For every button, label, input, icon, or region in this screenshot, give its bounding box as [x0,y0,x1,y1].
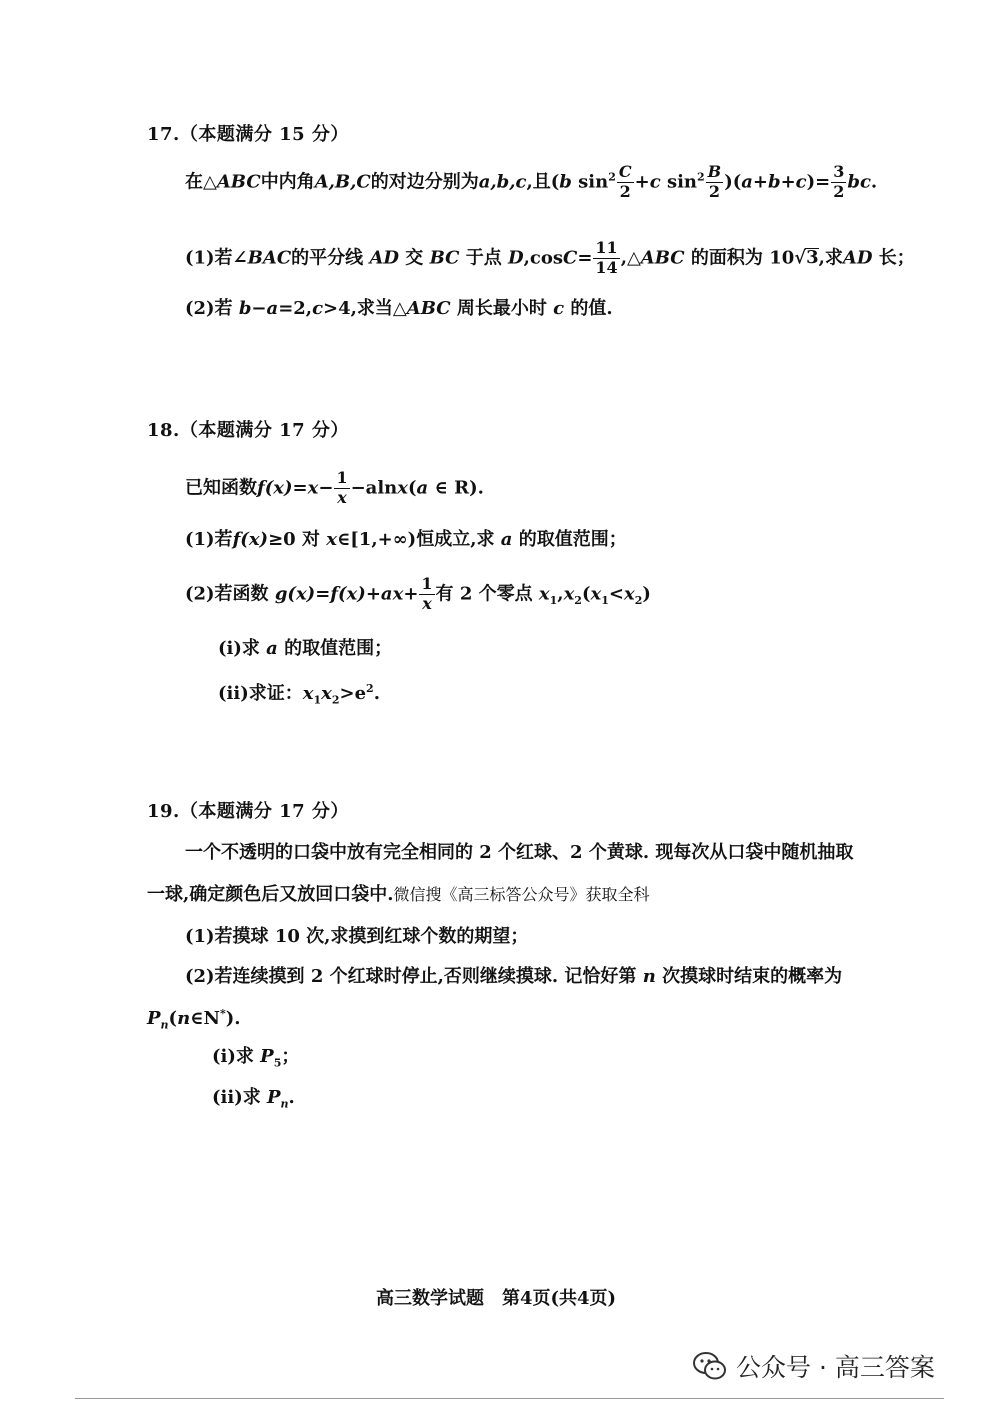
q19-part1: (1)若摸球 10 次,求摸到红球个数的期望； [185,926,529,947]
q17-part1: (1)若∠BAC的平分线 AD 交 BC 于点 D,cosC= $\frac{11}{14}$ ,△ABC 的面积为 10√3,求AD 长； [185,238,915,277]
wechat-icon [692,1351,728,1381]
q19-stem-line1: 一个不透明的口袋中放有完全相同的 2 个红球、2 个黄球. 现每次从口袋中随机抽取 [185,842,854,863]
q19-part2: (2)若连续摸到 2 个红球时停止,否则继续摸球. 记恰好第 n 次摸球时结束的概率为 [185,966,843,987]
q19-part2-cont: $P_n(n\in N^*)$. [147,1007,241,1032]
q17-part2: (2)若 b−a=2,c>4,求当△ABC 周长最小时 c 的值. [185,298,613,319]
bottom-divider [75,1398,944,1399]
watermark-text: 微信搜《高三标答公众号》获取全科 [393,885,650,904]
wechat-brand [692,1348,935,1384]
q17-heading: 17.（本题满分 15 分） [147,124,349,145]
page-footer: 高三数学试题 第4页(共4页) [375,1288,617,1309]
q18-part2-ii: (ii)求证：$x_1x_2>e^2$. [218,682,380,707]
q19-part2-ii: (ii)求 $P_n$. [212,1087,295,1111]
q19-heading: 19.（本题满分 17 分） [147,801,349,822]
q19-stem-line2: 一球,确定颜色后又放回口袋中.微信搜《高三标答公众号》获取全科 [147,884,650,905]
q17-stem: 在△ABC中内角A,B,C的对边分别为a,b,c,且(b $\sin^2$ $\frac{C}{2}$ +c $\sin^2$ $\frac{B}{2}$ )(a+b+c)= $\frac{3}{2}$ bc. [185,162,878,201]
q18-stem: 已知函数f(x)=x− $\frac{1}{x}$ −alnx(a ∈ R). [185,468,484,507]
q18-part2: (2)若函数 g(x)=f(x)+ax+ $\frac{1}{x}$ 有 2 个零点 $x_1,x_2(x_1<x_2)$ [185,574,651,613]
brand-label: 公众号 · 高三答案 [736,1353,935,1382]
q18-part2-i: (i)求 a 的取值范围； [218,638,393,659]
q18-part1: (1)若f(x)≥0 对 x∈[1,+∞)恒成立,求 a 的取值范围； [185,529,627,550]
q19-part2-i: (i)求 $P_5$； [212,1046,300,1070]
q18-heading: 18.（本题满分 17 分） [147,420,349,441]
